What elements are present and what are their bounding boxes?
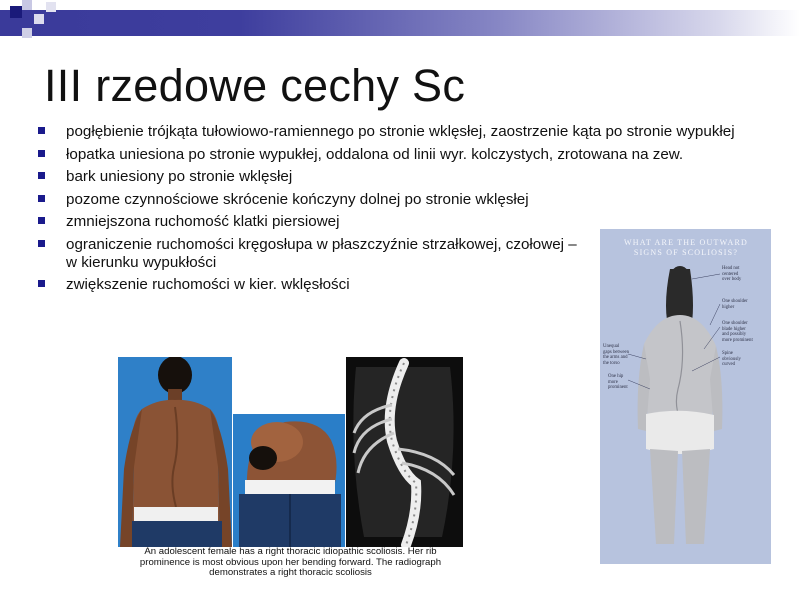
- square-bullet-icon: [38, 240, 45, 247]
- diagram-note-line: prominent: [608, 385, 628, 390]
- square-bullet-icon: [38, 127, 45, 134]
- slide-title: III rzedowe cechy Sc: [44, 60, 466, 111]
- diagram-note: [603, 344, 629, 366]
- bullet-text: pogłębienie trójkąta tułowiowo-ramiennego po stronie wklęsłej, zaostrzenie kąta po stronie wypukłej: [66, 123, 735, 140]
- caption-line: An adolescent female has a right thoracic idiopathic scoliosis. Her rib: [144, 546, 437, 557]
- header-square-decoration: [22, 0, 32, 10]
- diagram-note-line: Head not: [722, 266, 740, 271]
- diagram-note: [722, 321, 753, 343]
- bullet-text: łopatka uniesiona po stronie wypukłej, oddalona od linii wyr. kolczystych, zrotowana na zew.: [66, 145, 684, 163]
- caption-line: demonstrates a right thoracic scoliosis: [209, 567, 372, 578]
- bullet-text: zmniejszona ruchomość klatki piersiowej: [66, 213, 340, 230]
- photo-caption: [118, 547, 463, 579]
- bullet-item: [38, 276, 586, 294]
- diagram-note-line: more prominent: [722, 337, 753, 343]
- diagram-note-line: curved: [722, 362, 736, 367]
- diagram-note-line: and possibly: [722, 332, 747, 337]
- diagram-note-line: Spine: [722, 351, 733, 356]
- diagram-note-line: higher: [722, 304, 735, 310]
- spine-radiograph: [346, 357, 463, 547]
- bullet-item: [38, 168, 798, 186]
- square-bullet-icon: [38, 280, 45, 287]
- diagram-note-line: One shoulder: [722, 321, 748, 326]
- header-square-decoration: [34, 14, 44, 24]
- bullet-item: [38, 213, 586, 231]
- square-bullet-icon: [38, 217, 45, 224]
- square-bullet-icon: [38, 195, 45, 202]
- square-bullet-icon: [38, 150, 45, 157]
- forward-bend-photo: [233, 414, 345, 547]
- bullet-item: [38, 191, 586, 209]
- diagram-note-line: One hip: [608, 374, 624, 379]
- diagram-title-line: WHAT ARE THE OUTWARD: [624, 238, 748, 247]
- bullet-text: pozome czynnościowe skrócenie kończyny dolnej po stronie wklęsłej: [66, 190, 529, 208]
- back-view-photo: [118, 357, 232, 547]
- diagram-note-line: gaps between: [603, 349, 629, 355]
- diagram-note-line: the torso: [603, 360, 620, 366]
- bullet-text: zwiększenie ruchomości w kier. wklęsłości: [66, 276, 350, 293]
- diagram-note-line: One shoulder: [722, 299, 748, 304]
- bullet-text: ograniczenie ruchomości kręgosłupa w płaszczyźnie strzałkowej, czołowej – w kierunku wypukłości: [66, 235, 577, 271]
- diagram-title-line: SIGNS OF SCOLIOSIS?: [633, 247, 739, 257]
- scoliosis-signs-diagram: [600, 229, 771, 564]
- diagram-note-line: obviously: [722, 356, 741, 362]
- header-square-decoration: [22, 28, 32, 38]
- bullet-item: [38, 146, 798, 164]
- caption-line: prominence is most obvious upon her bending forward. The radiograph: [139, 556, 442, 568]
- diagram-note-line: over body: [722, 277, 742, 282]
- square-bullet-icon: [38, 172, 45, 179]
- bullet-item: [38, 123, 798, 141]
- diagram-note-line: the arms and: [603, 355, 628, 360]
- bullet-item: [38, 236, 586, 272]
- diagram-note-line: Unequal: [603, 344, 620, 349]
- header-square-decoration: [46, 2, 56, 12]
- diagram-note-line: blade higher: [722, 326, 746, 332]
- diagram-note: [608, 374, 628, 391]
- header-gradient-bar: [0, 10, 800, 36]
- diagram-note: [722, 351, 741, 368]
- diagram-note-line: centered: [722, 271, 739, 277]
- diagram-note-line: more: [608, 379, 618, 385]
- diagram-note: [722, 266, 741, 283]
- bullet-text: bark uniesiony po stronie wklęsłej: [66, 168, 293, 185]
- header-square-decoration: [10, 6, 22, 18]
- diagram-note: [722, 299, 748, 310]
